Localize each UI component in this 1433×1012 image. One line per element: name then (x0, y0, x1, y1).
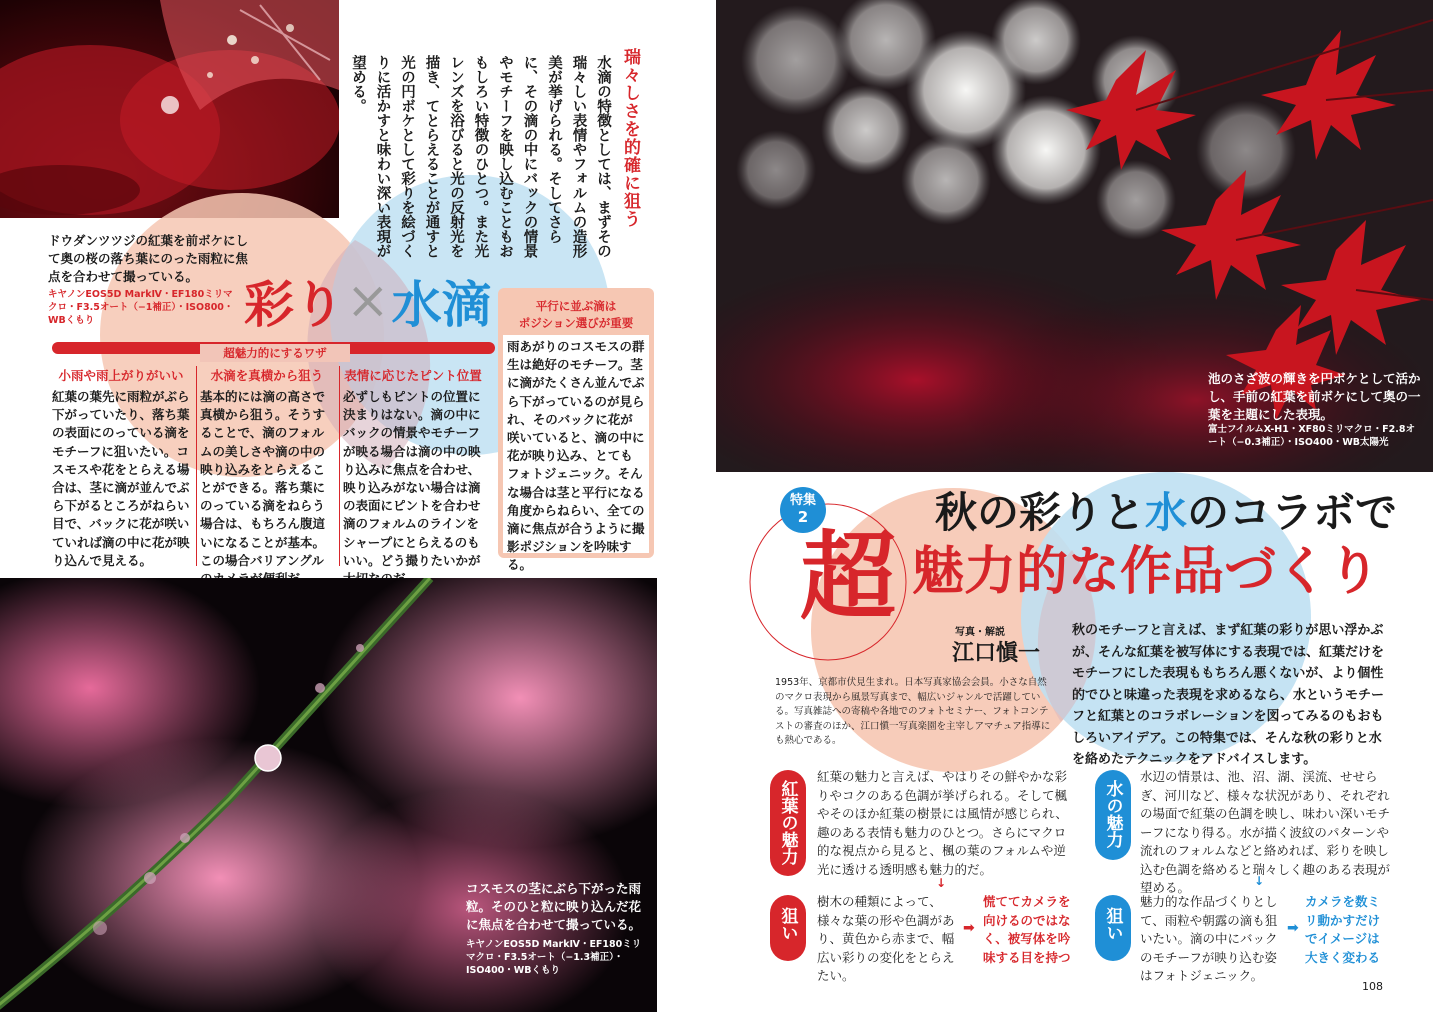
photo-exif-bottom: キヤノンEOS5D MarkⅣ・EF180ミリマクロ・F3.5オート（−1.3補正）・ISO400・WBくもり (466, 939, 642, 976)
photo-caption-bottom: コスモスの茎にぶら下がった雨粒。そのひと粒に映り込んだ花に焦点を合わせて撮っている。 (466, 881, 642, 932)
title-cross: × (346, 271, 390, 331)
headline-1c: のコラボで (1187, 488, 1398, 537)
intro-heading: 瑞々しさを的確に狙う (620, 48, 640, 228)
tip-box-text (503, 335, 649, 573)
column3-title: 表情に応じたピント位置 (344, 368, 482, 383)
column3-text: 必ずしもピントの位置に決まりはない。滴の中にバックの情景やモチーフが映る場合は滴の中の映り込みに焦点を合わせ、映り込みがない場合は滴の表面にピントを合わせ滴のフォルムのラインをシャープにとらえるのもいい。どう撮りたいかが (343, 389, 481, 568)
column-divider-1 (196, 366, 197, 566)
tip-box-title-1: 平行に並ぶ滴は (535, 299, 617, 313)
koyo-text: 紅葉の魅力と言えば、やはりその鮮やかな彩りやコクのある色調が挙げられる。そして楓やそのほか紅葉の樹景には風情が感じられ、趣のある表情も魅力のひとつ。さらにマクロ的な視点から見ると、楓の葉のフォルムや逆光に透ける透明感も魅力的だ。 (817, 769, 1068, 877)
mizu-tag-label: 水の魅力 (1102, 780, 1123, 848)
author-bio: 1953年、京都市伏見生まれ。日本写真家協会会員。小さな自然のマクロ表現から風景写真まで、幅広いジャンルで活躍している。写真雑誌への寄稿や各地でのフォトセミナー、フォトコンテストの審査のほか、江口愼一写真楽園を主宰しアマチュア指導にも熱心である。 (775, 677, 1051, 746)
headline-line2: 魅力的な作品づくり (912, 541, 1381, 602)
credit-label: 写真・解説 (955, 627, 1005, 638)
mizu-text: 水辺の情景は、池、沼、湖、渓流、せせらぎ、河川など、様々な状況があり、それぞれの場面で紅葉の色調を映し、味わい深いモチーフになり得る。水が描く波紋のパターンや流れのフォルムなどと絡めれば、彩りを映し込む色調を絡めると瑞々しく趣のある表現が望める。 (1140, 769, 1391, 895)
photo-caption-right: 池のさざ波の輝きを円ボケとして活かし、手前の紅葉を前ボケにして奥の一葉を主題にした表現。 (1208, 371, 1421, 422)
koyo-aim-result: 慌ててカメラを向けるのではなく、被写体を吟味する目を持つ (983, 894, 1071, 965)
koyo-aim-tag (770, 895, 806, 961)
tip-box-body: 雨あがりのコスモスの群生は絶好のモチーフ。茎に滴がたくさん並んでぶら下がっているのが見られ、そのバックに花が咲いていると、滴の中に花が映り込み、とてもフォトジェニック。そんな場合は茎と平行になる角度からねらい、全ての滴に焦点が合うように撮影ポジションを吟味する。 (507, 339, 645, 573)
feature-number: 2 (797, 508, 809, 526)
koyo-down-arrow: ↓ (936, 876, 947, 890)
section-title (244, 266, 492, 336)
headline-line1 (935, 488, 1397, 538)
tip-box-title-2: ポジション選びが重要 (518, 316, 634, 330)
photo-exif-right: 富士フイルムX-H1・XF80ミリマクロ・F2.8オート（−0.3補正）・ISO400・WB太陽光 (1208, 424, 1415, 448)
photo-exif-top: キヤノンEOS5D MarkⅣ・EF180ミリマクロ・F3.5オート（−1補正）・ISO800・WBくもり (48, 289, 234, 326)
column-divider-2 (339, 366, 340, 566)
title-colors: 彩り (244, 275, 344, 334)
mizu-aim-tag (1095, 895, 1131, 961)
intro-text: 水滴の特徴としては、まずその瑞々しい表情やフォルムの造形美が挙げられる。そしてさらに、その滴の中にバックの情景やモチーフを映し込むこともおもしろい特徴のひとつ。また光レンズを浴びると光の反射光を描き、てとらえることが通すと光の円ボケとして彩りを絵づくりに活かすと味わい深い表現が望める。 (350, 55, 612, 258)
photo-cosmos-stem-drops (0, 578, 657, 1012)
mizu-aim-result: カメラを数ミリ動かすだけでイメージは大きく変わる (1305, 894, 1381, 965)
koyo-right-arrow: ➡ (963, 920, 975, 936)
title-water-drops: 水滴 (391, 275, 492, 334)
column1-text: 紅葉の葉先に雨粒がぶら下がっていたり、落ち葉の表面にのっている滴をモチーフに狙いたい。コスモスや花をとらえる場合は、茎に滴が並んでぶら下がるところがねらい目で、バックに花が咲いていれば滴の中に花が映り込んで見える。 (52, 389, 190, 568)
photo-maple-bokeh (716, 0, 1433, 472)
tips-bar-label: 超魅力的にするワザ (200, 344, 350, 362)
mizu-aim-tag-label: 狙い (1102, 907, 1123, 941)
headline-1b-water: 水 (1145, 488, 1188, 537)
headline-big-char: 超 (800, 520, 896, 633)
koyo-aim-text: 樹木の種類によって、様々な葉の形や色調があり、黄色から赤まで、幅広い彩りの変化をとらえたい。 (817, 894, 955, 983)
koyo-tag-label: 紅葉の魅力 (777, 780, 798, 865)
koyo-aim-tag-label: 狙い (777, 907, 798, 941)
tip-box (498, 288, 654, 573)
column2-title: 水滴を真横から狙う (210, 368, 324, 383)
lead-text: 秋のモチーフと言えば、まず紅葉の彩りが思い浮かぶが、そんな紅葉を被写体にする表現では、紅葉だけをモチーフにした表現ももちろん悪くないが、より個性的でひと味違った表現を求めるなら、水というモチーフと紅葉とのコラボレーションを図ってみるのもおもしろいアイデア。この特集では、そんな秋の彩りと水を絡めたテクニックをアドバイスします。 (1072, 623, 1385, 767)
author-name: 江口愼一 (952, 640, 1041, 666)
page-number: 108 (1362, 980, 1383, 993)
mizu-tag (1095, 770, 1131, 860)
headline-1a: 秋の彩りと (935, 488, 1146, 537)
mizu-down-arrow: ↓ (1254, 874, 1265, 888)
column1-title: 小雨や雨上がりがいい (58, 368, 184, 383)
mizu-right-arrow: ➡ (1287, 920, 1299, 936)
photo-caption-top: ドウダンツツジの紅葉を前ボケにして奥の桜の落ち葉にのった雨粒に焦点を合わせて撮っている。 (48, 233, 249, 284)
koyo-tag (770, 770, 806, 876)
mizu-aim-text: 魅力的な作品づくりとして、雨粒や朝露の滴も狙いたい。滴の中にバックのモチーフが映り込む姿はフォトジェニック。 (1140, 894, 1278, 983)
column2-text: 基本的には滴の高さで真横から狙う。そうすることで、滴のフォルムの美しさや滴の中の映り込みをとらえることができる。落ち葉にのっている滴をねらう場合は、もちろん腹這いになることが基本。この場合バリアングル (200, 389, 326, 568)
feature-label: 特集 (789, 493, 816, 508)
